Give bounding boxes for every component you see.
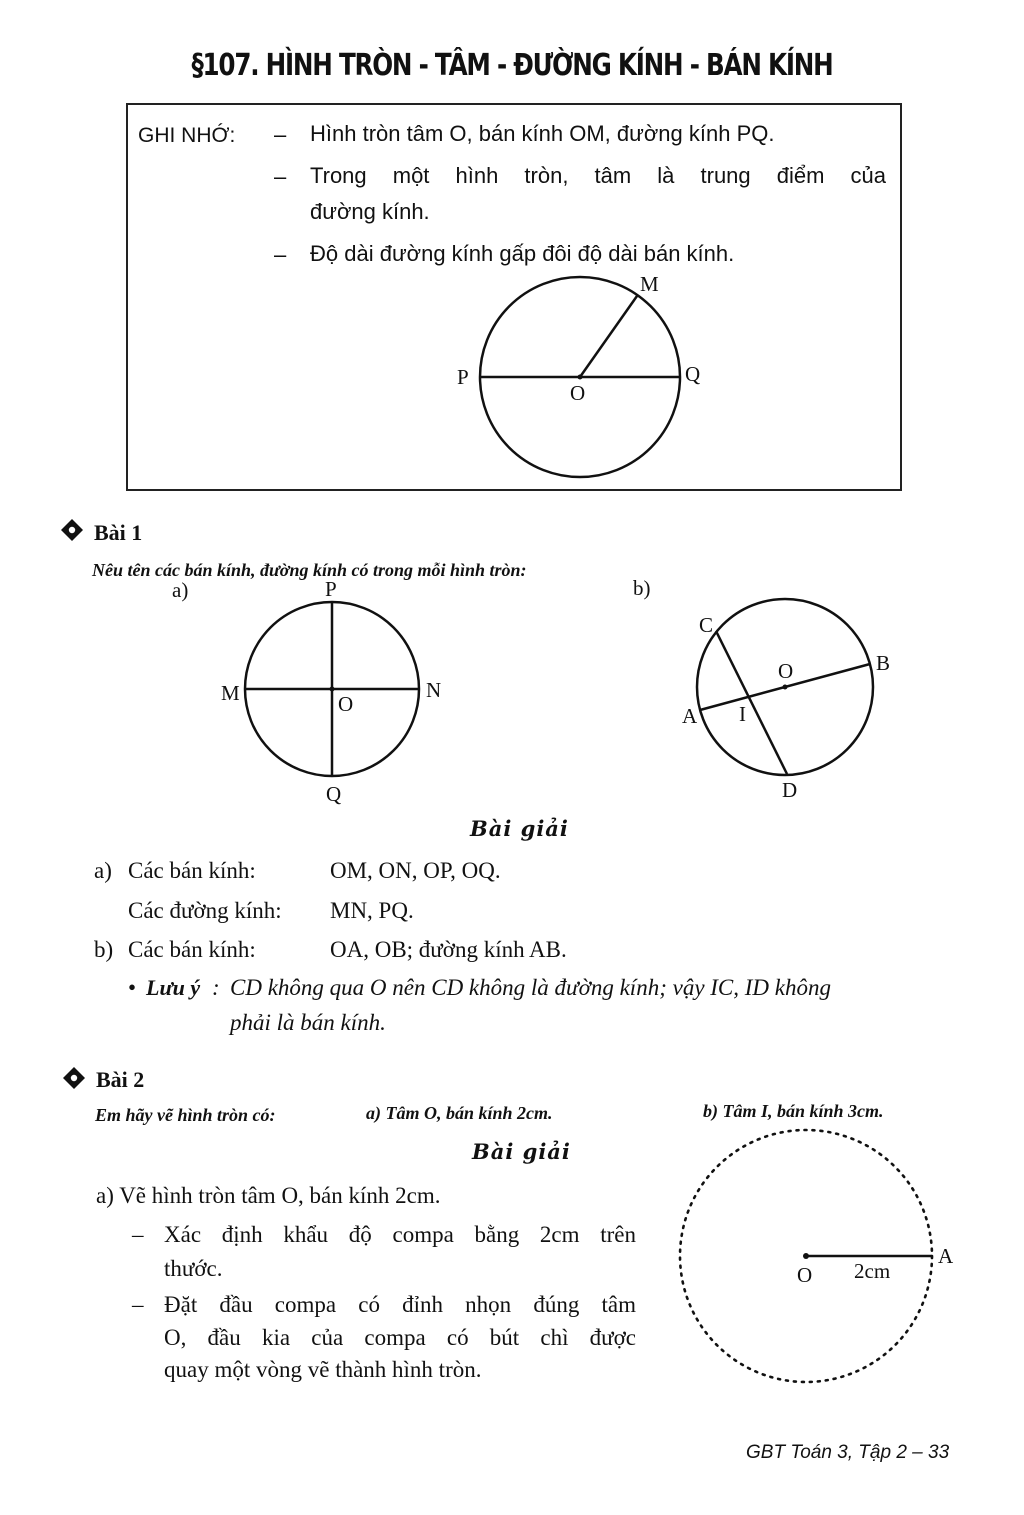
note-line-2b: đường kính.	[310, 199, 430, 224]
fig-b-point-i: I	[739, 702, 746, 726]
fig-b-tag: b)	[633, 576, 651, 600]
note-dash-1: –	[274, 122, 287, 147]
fig-a-point-p: P	[325, 577, 337, 601]
note-dash-3: –	[274, 242, 287, 267]
bai2-dash-2: –	[132, 1292, 144, 1317]
note-point-m: M	[640, 272, 659, 296]
bai1-note-bullet: •	[128, 975, 137, 1000]
fig-b-point-d: D	[782, 778, 798, 802]
bai2-dash-1: –	[132, 1222, 144, 1247]
fig-b-point-c: C	[699, 613, 714, 637]
fig-a-tag: a)	[172, 578, 189, 602]
bai2-part-b: b) Tâm I, bán kính 3cm.	[703, 1101, 884, 1121]
bai2-step-2b: O, đầu kia của compa có bút chì được	[164, 1325, 636, 1350]
bai1-a-diameter-value: MN, PQ.	[330, 898, 414, 923]
bai2-step-1a: Xác định khẩu độ compa bằng 2cm trên	[164, 1222, 636, 1247]
fig-a-point-n: N	[426, 678, 442, 702]
bai2-step-2c: quay một vòng vẽ thành hình tròn.	[164, 1357, 482, 1382]
note-point-p: P	[457, 365, 469, 389]
fig-a-point-o: O	[338, 692, 354, 716]
bai1-solution-title: Bài giải	[470, 816, 569, 841]
bai2-point-o: O	[797, 1263, 813, 1287]
bai2-question: Em hãy vẽ hình tròn có:	[95, 1105, 276, 1125]
bai1-a-radius-value: OM, ON, OP, OQ.	[330, 858, 501, 883]
bai1-a-diameter-label: Các đường kính:	[128, 898, 282, 923]
bai1-note-colon: :	[212, 975, 220, 1000]
fig-b-point-b: B	[876, 651, 891, 675]
note-line-1: Hình tròn tâm O, bán kính OM, đường kính PQ.	[310, 121, 775, 146]
bai2-step-a: a) Vẽ hình tròn tâm O, bán kính 2cm.	[96, 1183, 441, 1208]
bai1-note-line-2: phải là bán kính.	[230, 1010, 386, 1035]
note-point-o: O	[570, 381, 586, 405]
fig-a-point-q: Q	[326, 782, 342, 806]
bai2-step-2a: Đặt đầu compa có đỉnh nhọn đúng tâm	[164, 1292, 636, 1317]
note-label: GHI NHỚ:	[138, 124, 236, 147]
note-dash-2: –	[274, 164, 287, 189]
page-title: §107. HÌNH TRÒN - TÂM - ĐƯỜNG KÍNH - BÁN KÍNH	[191, 48, 833, 83]
bai1-heading: Bài 1	[94, 520, 143, 545]
page-footer: GBT Toán 3, Tập 2 – 33	[746, 1442, 950, 1463]
bai1-a-radius-label: Các bán kính:	[128, 858, 256, 883]
bai2-point-a: A	[938, 1244, 954, 1268]
note-line-3: Độ dài đường kính gấp đôi độ dài bán kính.	[310, 241, 735, 266]
note-point-q: Q	[685, 362, 701, 386]
fig-b-point-a: A	[682, 704, 698, 728]
bai1-a-tag: a)	[94, 858, 112, 883]
bai2-heading: Bài 2	[96, 1067, 145, 1092]
bai1-note-line-1: CD không qua O nên CD không là đường kính; vậy IC, ID không	[230, 975, 831, 1000]
note-line-2a: Trong một hình tròn, tâm là trung điểm của	[310, 163, 886, 188]
bai1-note-label: Lưu ý	[146, 975, 201, 1000]
bai2-solution-title: Bài giải	[472, 1139, 571, 1164]
bai2-radius-label: 2cm	[854, 1259, 891, 1283]
bai1-b-tag: b)	[94, 937, 114, 962]
bai1-b-radius-label: Các bán kính:	[128, 937, 256, 962]
bai1-b-radius-value: OA, OB; đường kính AB.	[330, 937, 567, 962]
bai2-center-dot	[803, 1253, 809, 1259]
bai1-question: Nêu tên các bán kính, đường kính có trong mỗi hình tròn:	[92, 560, 527, 580]
bai2-part-a: a) Tâm O, bán kính 2cm.	[366, 1103, 553, 1123]
fig-b-point-o: O	[778, 659, 794, 683]
fig-a-point-m: M	[221, 681, 240, 705]
bai2-step-1b: thước.	[164, 1256, 223, 1281]
